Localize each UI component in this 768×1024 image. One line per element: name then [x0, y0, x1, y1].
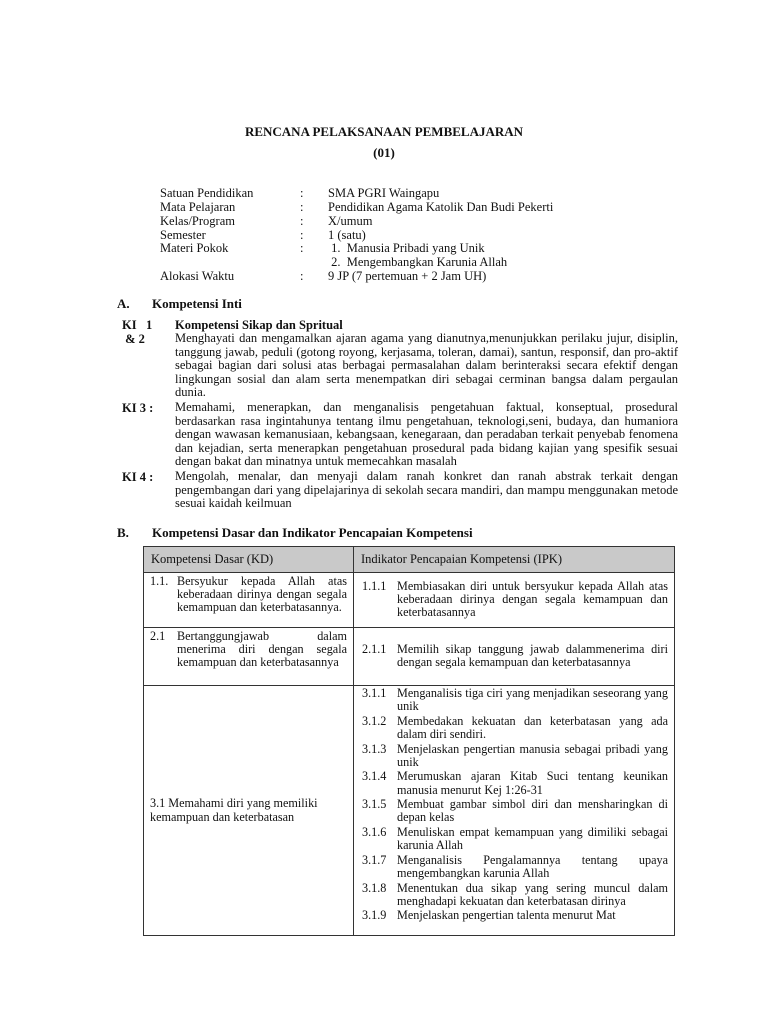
ipk-number: 3.1.1	[362, 686, 387, 700]
ipk-number: 2.1.1	[362, 641, 387, 656]
identity-colon: :	[300, 228, 304, 242]
identity-label: Kelas/Program	[160, 214, 235, 228]
table-row	[144, 686, 675, 936]
kd-ipk-table	[143, 546, 675, 936]
kd-cell	[144, 628, 354, 686]
table-header-row	[144, 547, 675, 573]
ki-1-2-label: KI 1 & 2	[122, 318, 153, 346]
kd-cell	[144, 573, 354, 628]
ipk-number: 3.1.6	[362, 824, 387, 839]
identity-label: Satuan Pendidikan	[160, 186, 254, 200]
ipk-cell	[354, 628, 675, 686]
identity-value: Pendidikan Agama Katolik Dan Budi Pekerti	[328, 200, 554, 214]
identity-label: Alokasi Waktu	[160, 269, 235, 283]
ki-3-label: KI 3 :	[122, 401, 154, 415]
ipk-text: Memilih sikap tanggung jawab dalammenerima diri dengan segala kemampuan dan keterbatasannya	[397, 641, 668, 669]
kd-text: Bersyukur kepada Allah atas keberadaan dirinya dengan segala kemampuan dan keterbatasannya.	[177, 574, 347, 615]
ipk-text: Merumuskan ajaran Kitab Suci tentang keunikan manusia menurut Kej 1:26-31	[397, 769, 668, 797]
kd-text: Bertanggungjawab dalam menerima diri dengan segala kemampuan dan keterbatasannya	[177, 629, 347, 670]
document-title: RENCANA PELAKSANAAN PEMBELAJARAN	[244, 124, 524, 139]
ipk-number: 3.1.2	[362, 713, 387, 728]
ipk-item	[354, 687, 674, 713]
ki-1-2-title: Kompetensi Sikap dan Spritual	[175, 318, 343, 332]
ipk-number: 3.1.3	[362, 741, 387, 756]
ipk-item	[354, 770, 674, 796]
ipk-text: Menentukan dua sikap yang sering muncul dalam menghadapi kekuatan dan keterbatasan dirinya	[397, 880, 668, 908]
ipk-cell	[354, 686, 675, 936]
ipk-cell	[354, 573, 675, 628]
table-header-kd: Kompetensi Dasar (KD)	[144, 547, 354, 573]
identity-colon: :	[300, 269, 304, 283]
ipk-number: 3.1.7	[362, 852, 387, 867]
ipk-text: Menganalisis Pengalamannya tentang upaya mengembangkan karunia Allah	[397, 852, 668, 880]
ipk-item	[354, 882, 674, 908]
ipk-text: Membuat gambar simbol diri dan mensharingkan di depan kelas	[397, 797, 668, 825]
identity-colon: :	[300, 214, 304, 228]
identity-value: X/umum	[328, 214, 373, 228]
ipk-text: Membedakan kekuatan dan keterbatasan yang ada dalam diri sendiri.	[397, 713, 668, 741]
identity-colon: :	[300, 200, 304, 214]
ipk-item	[354, 854, 674, 880]
document-number: (01)	[373, 145, 395, 160]
ipk-item	[354, 580, 674, 620]
ipk-number: 1.1.1	[362, 578, 387, 593]
section-title: Kompetensi Inti	[152, 296, 242, 311]
kd-text: 3.1 Memahami diri yang memiliki kemampuan dan keterbatasan	[150, 796, 318, 824]
ipk-text: Menuliskan empat kemampuan yang dimiliki sebagai karunia Allah	[397, 824, 668, 853]
identity-value: SMA PGRI Waingapu	[328, 186, 440, 200]
section-letter: A.	[117, 296, 130, 311]
ki-4-text: Mengolah, menalar, dan menyaji dalam ranah konkret dan ranah abstrak terkait dengan pengembangan dari yang dipelajarinya di sekolah secara mandiri, dan mampu menggunakan metode sesuai kaidah keilmuan	[175, 469, 678, 510]
ipk-text: Menjelaskan pengertian manusia sebagai pribadi yang unik	[397, 741, 668, 769]
section-title: Kompetensi Dasar dan Indikator Pencapaian Kompetensi	[152, 525, 473, 540]
table-row	[144, 628, 675, 686]
ipk-number: 3.1.5	[362, 797, 387, 812]
ipk-item	[354, 909, 674, 922]
ipk-text: Menganalisis tiga ciri yang menjadikan seseorang yang unik	[397, 686, 668, 714]
kd-number: 2.1	[150, 629, 166, 643]
ipk-number: 3.1.9	[362, 908, 387, 923]
identity-label: Mata Pelajaran	[160, 200, 236, 214]
ki-3-text: Memahami, menerapkan, dan menganalisis pengetahuan faktual, konseptual, prosedural berdasarkan rasa ingintahunya tentang ilmu pengetahuan, teknologi,seni, budaya, dan humaniora dengan wawasan kemanusiaan, kebangsaan, kenegaraan, dan peradaban terkait penyebab fenomena dan kejadian, serta menerapkan pengetahuan prosedural pada bidang kajian yang spesifik sesuai dengan bakat dan minatnya untuk memecahkan masalah	[175, 400, 678, 468]
table-header-ipk: Indikator Pencapaian Kompetensi (IPK)	[354, 547, 675, 573]
ipk-text: Membiasakan diri untuk bersyukur kepada Allah atas keberadaan dirinya dengan segala kemampuan dan keterbatasannya	[397, 578, 668, 619]
identity-colon: :	[300, 186, 304, 200]
kd-cell	[144, 686, 354, 936]
kd-number: 1.1.	[150, 574, 169, 588]
identity-label: Materi Pokok	[160, 241, 229, 255]
identity-value: 1. Manusia Pribadi yang Unik	[328, 241, 485, 255]
ki-1-2-text: Menghayati dan mengamalkan ajaran agama yang dianutnya,menunjukkan perilaku jujur, disiplin, tanggung jawab, peduli (gotong royong, kerjasama, toleran, damai), santun, responsif, dan pro-aktif sebagai bagian dari solusi atas berbagai permasalahan dalam berinteraksi secara efektif dengan lingkungan sosial dan alam serta menempatkan diri sebagai cerminan bangsa dalam pergaulan dunia.	[175, 331, 678, 399]
ipk-item	[354, 798, 674, 824]
identity-colon: :	[300, 241, 304, 255]
ipk-item	[354, 743, 674, 769]
ipk-item	[354, 826, 674, 852]
ipk-text: Menjelaskan pengertian talenta menurut Mat	[397, 908, 616, 923]
table-row	[144, 573, 675, 628]
ipk-number: 3.1.4	[362, 769, 387, 784]
ipk-number: 3.1.8	[362, 880, 387, 895]
identity-value: 1 (satu)	[328, 228, 366, 242]
ipk-item	[354, 643, 674, 669]
section-letter: B.	[117, 525, 129, 540]
identity-value: 2. Mengembangkan Karunia Allah	[328, 255, 508, 269]
identity-label: Semester	[160, 228, 206, 242]
ipk-item	[354, 715, 674, 741]
ki-4-label: KI 4 :	[122, 470, 154, 484]
identity-value: 9 JP (7 pertemuan + 2 Jam UH)	[328, 269, 487, 283]
